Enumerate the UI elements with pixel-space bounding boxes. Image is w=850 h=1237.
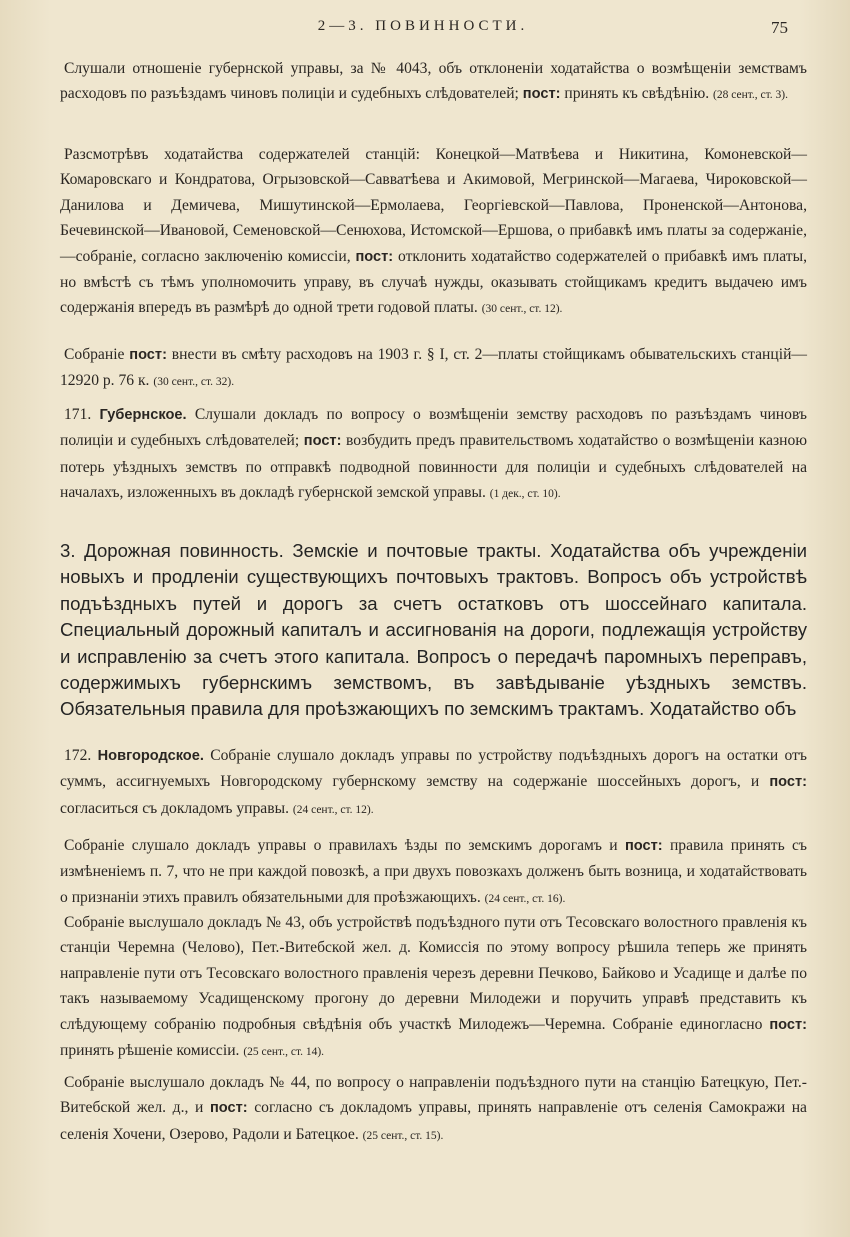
paragraph-tail: внести въ смѣту расходовъ на 1903 г. § I, ст. 2—платы стойщикамъ обывательскихъ станцій—12920 р. 76 к. (60, 346, 808, 390)
section-heading (60, 538, 807, 723)
paragraph-text: Разсмотрѣвъ ходатайства содержателей станцій: Конецкой—Матвѣева и Никитина, Комоневской—Комаровскаго и Кондратова, Огрызовской—Савватѣева и Акимовой, Мегринской—Магаева, Чироковской—Данилова и Демичева, Мишутинской—Ермолаева, Георгіевской—Павлова, Проненской—Антонова, Бечевинской—Ивановой, Семеновской—Сенюхова, Истомской—Ершова, о прибавкѣ имъ платы за содержаніе,—собраніе, согласно заключенію комиссіи, (60, 146, 807, 265)
item-label: Новгородское. (97, 748, 204, 764)
session-reference: (24 сент., ст. 16). (484, 892, 566, 905)
session-reference: (28 сент., ст. 3). (713, 89, 788, 102)
paragraph-tail: принять рѣшеніе комиссіи. (60, 1042, 240, 1060)
paragraph-tail: правила принять съ измѣненіемъ п. 7, что не при каждой повозкѣ, а при двухъ повозкахъ долженъ быть возница, и ходатайствовать о признаніи этихъ правилъ обязательными для проѣзжающихъ. (60, 837, 807, 906)
resolution-marker: пост: (209, 1100, 248, 1117)
resolution-marker: пост: (522, 86, 561, 103)
paragraph-tail: возбудить предъ правительствомъ ходатайство о возмѣщеніи казною потерь уѣздныхъ земствъ по отправкѣ подводной повинности для полиціи и судебныхъ слѣдователей на началахъ, изложенныхъ въ докладѣ губернской земской управы. (60, 432, 807, 502)
resolution-marker: пост: (355, 248, 394, 265)
item-label: Губернское. (99, 407, 187, 423)
page-number: 75 (771, 18, 788, 37)
paragraph-171 (60, 402, 807, 508)
paragraph-tail: отклонить ходатайство содержателей о прибавкѣ имъ платы, но вмѣстѣ съ тѣмъ уполномочить управу, въ случаѣ нужды, оказывать стойщикамъ кредитъ выдачею имъ содержанія впередъ въ размѣрѣ до одной трети годовой платы. (60, 247, 807, 317)
paragraph-text: Слушали отношеніе губернской управы, за № 4043, объ отклоненіи ходатайства о возмѣщеніи земствамъ расходовъ по разъѣздамъ чиновъ полиціи и судебныхъ слѣдователей; (60, 60, 807, 103)
paragraph-text: Собраніе слушало докладъ управы по устройству подъѣздныхъ дорогъ на остатки отъ суммъ, ассигнуемыхъ Новгородскому губернскому земству на содержаніе шоссейныхъ дорогъ, и (60, 747, 807, 791)
resolution-marker: пост: (624, 838, 663, 854)
resolution-marker: пост: (129, 347, 167, 363)
paragraph-text: Собраніе (64, 346, 125, 363)
resolution-marker: пост: (769, 774, 807, 791)
paragraph-6 (60, 833, 807, 912)
paragraph-tail: принять къ свѣдѣнію. (564, 85, 710, 103)
session-reference: (1 дек., ст. 10). (489, 488, 561, 501)
paragraph-8 (60, 1070, 807, 1149)
paragraph-tail: согласиться съ докладомъ управы. (60, 799, 289, 817)
session-reference: (25 сент., ст. 15). (362, 1129, 444, 1142)
session-reference: (24 сент., ст. 12). (292, 803, 374, 816)
resolution-marker: пост: (769, 1016, 807, 1033)
session-reference: (25 сент., ст. 14). (243, 1046, 325, 1059)
paragraph-1 (60, 56, 807, 109)
paragraph-tail: согласно съ докладомъ управы, принять направленіе отъ селенія Самокражи на селенія Хочени, Озерово, Радоли и Батецкое. (60, 1099, 807, 1143)
session-reference: (30 сент., ст. 32). (153, 376, 235, 389)
running-head (58, 18, 788, 44)
session-reference: (30 сент., ст. 12). (481, 303, 563, 316)
paragraph-7 (60, 910, 807, 1065)
paragraph-3 (60, 342, 807, 396)
section-heading-text: 3. Дорожная повинность. Земскіе и почтовые тракты. Ходатайства объ учрежденіи новыхъ и продленіи существующихъ почтовыхъ трактовъ. Вопросъ объ устройствѣ подъѣздныхъ путей и дорогъ за счетъ остатковъ отъ шоссейнаго капитала. Специальный дорожный капиталъ и ассигнованія на дороги, подлежащія устройству и исправленію за счетъ этого капитала. Вопросъ о передачѣ паромныхъ переправъ, содержимыхъ губернскимъ земствомъ, въ завѣдываніе уѣздныхъ земствъ. Обязательныя правила для проѣзжающихъ по земскимъ трактамъ. Ходатайство объ (60, 540, 807, 720)
item-number: 171. (64, 406, 92, 423)
item-number: 172. (64, 747, 92, 764)
paragraph-172 (60, 743, 807, 823)
running-head-title: 2—3. ПОВИННОСТИ. (317, 18, 529, 34)
paragraph-text: Собраніе выслушало докладъ № 43, объ устройствѣ подъѣздного пути отъ Тесовскаго волостного правленія къ станціи Черемна (Челово), Пет.-Витебской жел. д. Комиссія по этому вопросу рѣшила теперь же принять направленіе пути отъ Тесовскаго волостного правленія черезъ деревни Печково, Байково и Усадище и далѣе по такъ называемому Усадищенскому прогону до деревни Милодежи и поручить управѣ представить къ слѣдующему собранію подробныя свѣдѣнія объ участкѣ Милодежъ—Черемна. Собраніе единогласно (60, 914, 807, 1033)
paragraph-text: Собраніе выслушало докладъ № 44, по вопросу о направленіи подъѣздного пути на станцію Батецкую, Пет.-Витебской жел. д., и (60, 1074, 807, 1117)
paragraph-text: Слушали докладъ по вопросу о возмѣщеніи земству расходовъ по разъѣздамъ чиновъ полиціи и судебныхъ слѣдователей; (60, 406, 807, 450)
paragraph-2 (60, 142, 807, 323)
paragraph-text: Собраніе слушало докладъ управы о правилахъ ѣзды по земскимъ дорогамъ и (64, 837, 618, 854)
resolution-marker: пост: (303, 433, 342, 450)
